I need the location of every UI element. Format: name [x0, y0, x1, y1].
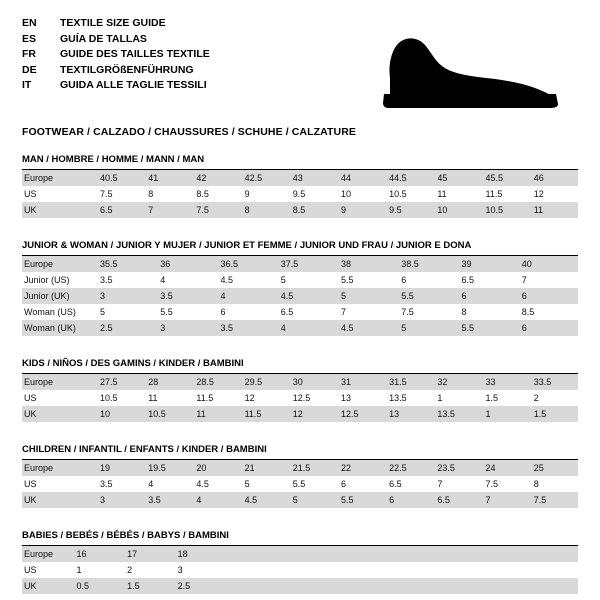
table-row	[22, 562, 578, 578]
row-label: Europe	[22, 546, 73, 562]
cell: 40	[518, 256, 578, 272]
cell: 6.5	[461, 275, 475, 285]
cell: 7	[144, 202, 192, 218]
cell: 24	[482, 460, 530, 476]
cell: 19.5	[144, 460, 192, 476]
cell-empty	[376, 578, 427, 594]
cell: 4.5	[241, 492, 289, 508]
cell: 31.5	[385, 374, 433, 390]
cell: 10.5	[100, 393, 118, 403]
cell: 12	[289, 406, 337, 422]
cell: 10	[433, 202, 481, 218]
cell: 1.5	[485, 393, 499, 403]
row-label: Woman (US)	[24, 307, 76, 317]
table-row	[22, 304, 578, 320]
cell: 38	[337, 256, 397, 272]
cell: 42.5	[241, 170, 289, 186]
cell: 8	[533, 479, 539, 489]
table-row	[22, 476, 578, 492]
row-label: US	[24, 189, 37, 199]
cell: 6	[458, 288, 518, 304]
row-label: Junior (US)	[24, 275, 70, 285]
cell-empty	[527, 546, 578, 562]
cell: 44	[337, 170, 385, 186]
cell: 5.5	[397, 288, 457, 304]
cell: 1.5	[123, 578, 174, 594]
cell: 17	[123, 546, 174, 562]
row-label: Europe	[22, 460, 96, 476]
cell: 42	[192, 170, 240, 186]
cell: 11.5	[485, 189, 503, 199]
cell: 22.5	[385, 460, 433, 476]
cell: 6.5	[280, 307, 294, 317]
table-row	[22, 186, 578, 202]
cell: 45.5	[482, 170, 530, 186]
row-label: US	[24, 479, 37, 489]
cell: 35.5	[96, 256, 156, 272]
cell: 6	[518, 288, 578, 304]
cell: 3	[96, 492, 144, 508]
cell: 22	[337, 460, 385, 476]
table-row	[22, 390, 578, 406]
cell: 3.5	[100, 275, 113, 285]
row-label: UK	[22, 492, 96, 508]
cell: 46	[530, 170, 578, 186]
cell: 5.5	[458, 320, 518, 336]
row-label: Europe	[22, 170, 96, 186]
group-children	[22, 444, 578, 508]
cell: 9	[337, 202, 385, 218]
cell: 36	[156, 256, 216, 272]
cell: 4	[148, 479, 154, 489]
cell: 25	[530, 460, 578, 476]
cell: 3	[156, 320, 216, 336]
cell: 5	[289, 492, 337, 508]
cell: 44.5	[385, 170, 433, 186]
cell: 21.5	[289, 460, 337, 476]
language-code: IT	[22, 79, 32, 91]
cell: 7	[482, 492, 530, 508]
size-table-children	[22, 460, 578, 508]
cell: 33.5	[530, 374, 578, 390]
row-label: Junior (UK)	[22, 288, 96, 304]
cell: 5	[397, 320, 457, 336]
dress-shoe-icon	[378, 34, 568, 112]
cell: 13.5	[389, 393, 407, 403]
cell: 10.5	[482, 202, 530, 218]
row-label: Woman (UK)	[22, 320, 96, 336]
cell: 2.5	[174, 578, 225, 594]
cell: 7.5	[401, 307, 414, 317]
cell: 31	[337, 374, 385, 390]
cell: 1	[76, 565, 82, 575]
cell: 4.5	[220, 275, 234, 285]
row-label: Europe	[22, 374, 96, 390]
cell: 7.5	[530, 492, 578, 508]
cell: 32	[433, 374, 481, 390]
cell: 19	[96, 460, 144, 476]
cell: 41	[144, 170, 192, 186]
cell: 5.5	[292, 479, 306, 489]
cell: 9.5	[385, 202, 433, 218]
cell-empty	[275, 578, 326, 594]
cell: 8	[461, 307, 467, 317]
language-title: TEXTILE SIZE GUIDE	[60, 17, 166, 29]
group-title: JUNIOR & WOMAN / JUNIOR Y MUJER / JUNIOR ET FEMME / JUNIOR UND FRAU / JUNIOR E DONA	[22, 240, 578, 256]
cell: 1.5	[530, 406, 578, 422]
cell: 12.5	[292, 393, 311, 403]
cell: 11	[437, 189, 447, 199]
group-title: MAN / HOMBRE / HOMME / MANN / MAN	[22, 154, 578, 170]
cell-empty	[376, 562, 427, 578]
cell: 18	[174, 546, 225, 562]
cell: 4	[217, 288, 277, 304]
table-row	[22, 202, 578, 218]
size-table-babies	[22, 546, 578, 594]
cell: 6	[385, 492, 433, 508]
cell-empty	[275, 546, 326, 562]
cell: 3	[177, 565, 183, 575]
table-row	[22, 320, 578, 336]
cell: 30	[289, 374, 337, 390]
table-row	[22, 406, 578, 422]
cell-empty	[477, 546, 528, 562]
cell: 7.5	[100, 189, 113, 199]
language-row	[22, 47, 210, 63]
cell: 10.5	[389, 189, 407, 199]
cell: 8	[241, 202, 289, 218]
cell-empty	[376, 546, 427, 562]
cell: 2	[533, 393, 539, 403]
cell: 1	[437, 393, 443, 403]
table-row	[22, 492, 578, 508]
cell: 28	[144, 374, 192, 390]
table-row	[22, 170, 578, 186]
cell: 6	[401, 275, 407, 285]
cell-empty	[527, 578, 578, 594]
language-title-list	[22, 16, 210, 94]
page-header	[22, 16, 578, 112]
language-title: GUIDE DES TAILLES TEXTILE	[60, 48, 210, 60]
cell: 5	[337, 288, 397, 304]
cell: 7.5	[485, 479, 499, 489]
cell-empty	[426, 578, 477, 594]
cell-empty	[477, 578, 528, 594]
language-code: ES	[22, 32, 37, 45]
cell: 36.5	[217, 256, 277, 272]
size-table-junior-woman	[22, 256, 578, 336]
cell: 6.5	[433, 492, 481, 508]
group-man	[22, 154, 578, 218]
cell: 33	[482, 374, 530, 390]
cell-empty	[224, 578, 275, 594]
cell: 13.5	[433, 406, 481, 422]
cell: 3.5	[217, 320, 277, 336]
language-title: TEXTILGRÖßENFÜHRUNG	[60, 63, 194, 76]
table-row	[22, 460, 578, 476]
cell: 6	[518, 320, 578, 336]
language-code: FR	[22, 48, 36, 60]
cell: 4.5	[277, 288, 337, 304]
cell: 23.5	[433, 460, 481, 476]
cell: 5	[244, 479, 250, 489]
cell: 7	[341, 307, 347, 317]
cell-empty	[426, 546, 477, 562]
cell: 39	[458, 256, 518, 272]
table-row	[22, 546, 578, 562]
cell: 8.5	[196, 189, 209, 199]
cell: 38.5	[397, 256, 457, 272]
footwear-section-title: FOOTWEAR / CALZADO / CHAUSSURES / SCHUHE / CALZATURE	[22, 126, 357, 138]
cell: 3.5	[156, 288, 216, 304]
cell: 9	[244, 189, 250, 199]
cell: 13	[340, 393, 351, 403]
group-babies	[22, 530, 578, 594]
cell: 6.5	[96, 202, 144, 218]
cell-empty	[325, 578, 376, 594]
row-label: UK	[22, 202, 96, 218]
cell: 10	[340, 189, 351, 199]
cell: 27.5	[96, 374, 144, 390]
cell: 11	[530, 202, 578, 218]
cell: 4	[160, 275, 166, 285]
cell: 28.5	[192, 374, 240, 390]
group-title: BABIES / BEBÉS / BÉBÉS / BABYS / BAMBINI	[22, 530, 578, 546]
table-row	[22, 256, 578, 272]
cell: 6	[220, 307, 226, 317]
cell: 10	[96, 406, 144, 422]
cell: 2	[127, 565, 133, 575]
cell: 4	[277, 320, 337, 336]
cell: 5	[100, 307, 106, 317]
cell: 6	[340, 479, 346, 489]
cell-empty	[325, 562, 376, 578]
language-code: EN	[22, 17, 37, 29]
cell: 43	[289, 170, 337, 186]
cell: 7.5	[192, 202, 240, 218]
language-row	[22, 78, 210, 94]
cell-empty	[325, 546, 376, 562]
cell: 7	[521, 275, 527, 285]
cell: 11.5	[196, 393, 214, 403]
cell: 11	[192, 406, 240, 422]
row-label: UK	[22, 578, 73, 594]
language-row	[22, 32, 210, 48]
language-title: GUÍA DE TALLAS	[60, 32, 147, 45]
size-table-kids	[22, 374, 578, 422]
cell: 9.5	[292, 189, 306, 199]
cell: 5.5	[160, 307, 173, 317]
cell: 7	[437, 479, 443, 489]
cell: 29.5	[241, 374, 289, 390]
group-junior-woman	[22, 240, 578, 336]
cell: 4	[192, 492, 240, 508]
cell: 3.5	[144, 492, 192, 508]
cell: 13	[385, 406, 433, 422]
cell: 40.5	[96, 170, 144, 186]
cell: 3.5	[100, 479, 113, 489]
cell: 12	[244, 393, 255, 403]
cell: 20	[192, 460, 240, 476]
cell: 12	[533, 189, 544, 199]
cell: 8	[148, 189, 154, 199]
cell-empty	[224, 546, 275, 562]
cell: 6.5	[389, 479, 402, 489]
group-kids	[22, 358, 578, 422]
cell-empty	[477, 562, 528, 578]
cell: 5.5	[337, 492, 385, 508]
language-title: GUIDA ALLE TAGLIE TESSILI	[60, 79, 207, 91]
table-row	[22, 288, 578, 304]
cell-empty	[426, 562, 477, 578]
cell: 11.5	[241, 406, 289, 422]
cell-empty	[275, 562, 326, 578]
size-table-man	[22, 170, 578, 218]
cell: 8.5	[521, 307, 535, 317]
language-code: DE	[22, 63, 37, 76]
cell: 37.5	[277, 256, 337, 272]
table-row	[22, 374, 578, 390]
group-title: CHILDREN / INFANTIL / ENFANTS / KINDER / BAMBINI	[22, 444, 578, 460]
row-label: US	[24, 393, 37, 403]
cell: 45	[433, 170, 481, 186]
cell: 10.5	[144, 406, 192, 422]
row-label: Europe	[22, 256, 96, 272]
language-row	[22, 63, 210, 79]
row-label: UK	[22, 406, 96, 422]
cell: 4.5	[337, 320, 397, 336]
cell: 11	[148, 393, 158, 403]
cell: 1	[482, 406, 530, 422]
cell-empty	[527, 562, 578, 578]
cell: 0.5	[73, 578, 124, 594]
group-title: KIDS / NIÑOS / DES GAMINS / KINDER / BAMBINI	[22, 358, 578, 374]
cell: 2.5	[96, 320, 156, 336]
cell: 3	[96, 288, 156, 304]
cell: 21	[241, 460, 289, 476]
cell: 4.5	[196, 479, 209, 489]
cell: 5.5	[341, 275, 354, 285]
table-row	[22, 272, 578, 288]
row-label: US	[24, 565, 37, 575]
cell: 8.5	[289, 202, 337, 218]
table-row	[22, 578, 578, 594]
cell: 16	[73, 546, 124, 562]
language-row	[22, 16, 210, 32]
cell: 12.5	[337, 406, 385, 422]
cell: 5	[280, 275, 286, 285]
cell-empty	[224, 562, 275, 578]
